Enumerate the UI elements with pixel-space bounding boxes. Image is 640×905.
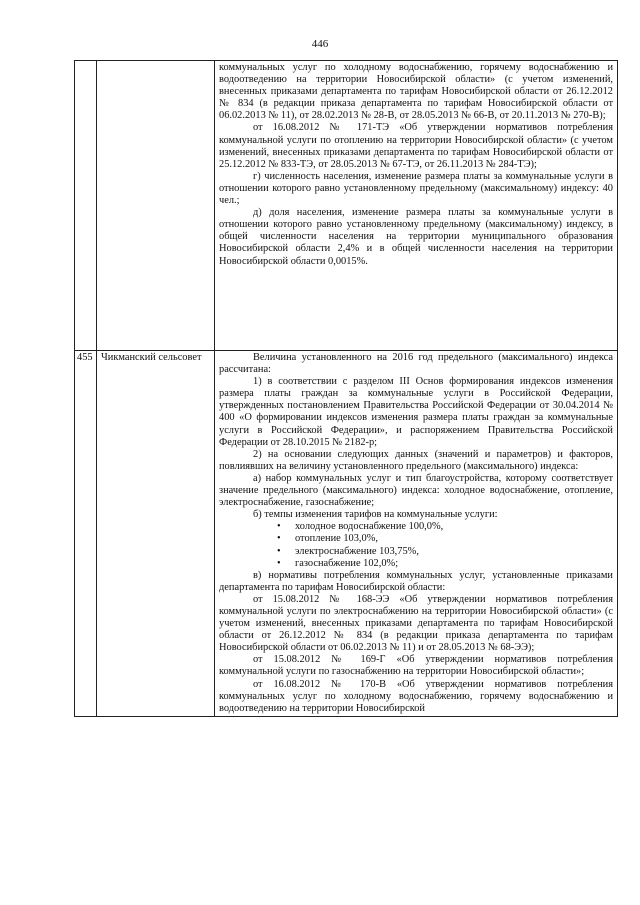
paragraph: от 15.08.2012 № 169-Г «Об утверждении нормативов потребления коммунальной услуги по газоснабжению на территории Новосибирской области»;: [219, 654, 613, 678]
paragraph: в) нормативы потребления коммунальных услуг, установленные приказами департамента по тарифам Новосибирской области:: [219, 569, 613, 593]
document-table: [74, 60, 618, 717]
list-item: • холодное водоснабжение 100,0%,: [277, 521, 613, 533]
list-item: • газоснабжение 102,0%;: [277, 558, 613, 570]
paragraph: 2) на основании следующих данных (значений и параметров) и факторов, повлиявших на величину установленного предельного (максимального) индекса:: [219, 448, 613, 472]
paragraph: от 15.08.2012 № 168-ЭЭ «Об утверждении нормативов потребления коммунальной услуги по электроснабжению на территории Новосибирской области» (с учетом изменений, внесенных приказами департамента по тарифам Новосибирской области от 26.12.2012 № 834 (в редакции приказа департамента по тарифам Новосибирской области от 06.02.2013 № 11) и от 28.05.2013 № 68-ЭЭ);: [219, 593, 613, 654]
list-item: • электроснабжение 103,75%,: [277, 546, 613, 558]
paragraph: 1) в соответствии с разделом III Основ формирования индексов изменения размера платы граждан за коммунальные услуги в Российской Федерации, утвержденных постановлением Правительства Российской Федерации от 30.04.2014 № 400 «О формировании индексов изменения размера платы граждан за коммунальные услуги в Российской Федерации», и распоряжением Правительства Российской Федерации от 28.10.2015 № 2182-р;: [219, 376, 613, 448]
list-item: • отопление 103,0%,: [277, 533, 613, 545]
paragraph: б) темпы изменения тарифов на коммунальные услуги:: [253, 509, 498, 521]
paragraph: от 16.08.2012 № 170-В «Об утверждении нормативов потребления коммунальных услуг по холодному водоснабжению, горячему водоснабжению и водоотведению на территории Новосибирской: [219, 678, 613, 714]
description-cell: [215, 61, 618, 351]
tariff-bullet-list: [219, 521, 613, 569]
page-number: 446: [311, 38, 329, 50]
municipality-name-cell: [97, 61, 215, 351]
row-number-cell: 455: [75, 351, 97, 717]
description-cell: [215, 351, 618, 717]
paragraph: Величина установленного на 2016 год предельного (максимального) индекса рассчитана:: [219, 352, 613, 376]
row-number-cell: [75, 61, 97, 351]
paragraph: коммунальных услуг по холодному водоснабжению, горячему водоснабжению и водоотведению на территории Новосибирской области» (с учетом изменений, внесенных приказами департамента по тарифам Новосибирской области от 26.12.2012 № 834 (в редакции приказа департамента по тарифам Новосибирской области от 06.02.2013 № 11), от 28.02.2013 № 28-В, от 28.05.2013 № 66-В, от 20.11.2013 № 270-В);: [219, 62, 613, 122]
municipality-name-cell: Чикманский сельсовет: [97, 351, 215, 717]
paragraph: г) численность населения, изменение размера платы за коммунальные услуги в отношении которого равно установленному предельному (максимальному) индексу: 40 чел.;: [219, 170, 613, 207]
paragraph: от 16.08.2012 № 171-ТЭ «Об утверждении нормативов потребления коммунальной услуги по отоплению на территории Новосибирской области» (с учетом изменений, внесенных приказами департамента по тарифам Новосибирской области от 25.12.2012 № 833-ТЭ, от 28.05.2013 № 67-ТЭ, от 26.11.2013 № 284-ТЭ);: [219, 122, 613, 170]
table-row: [75, 351, 618, 717]
table-row: [75, 61, 618, 351]
paragraph: а) набор коммунальных услуг и тип благоустройства, которому соответствует значение предельного (максимального) индекса: холодное водоснабжение, отопление, электроснабжение, газоснабжение;: [219, 472, 613, 509]
paragraph: д) доля населения, изменение размера платы за коммунальные услуги в отношении которого равно установленному предельному (максимальному) индексу, в общей численности населения на территории муниципального образования Новосибирской области 2,4% и в общей численности населения на территории Новосибирской области 0,0015%.: [219, 207, 613, 267]
